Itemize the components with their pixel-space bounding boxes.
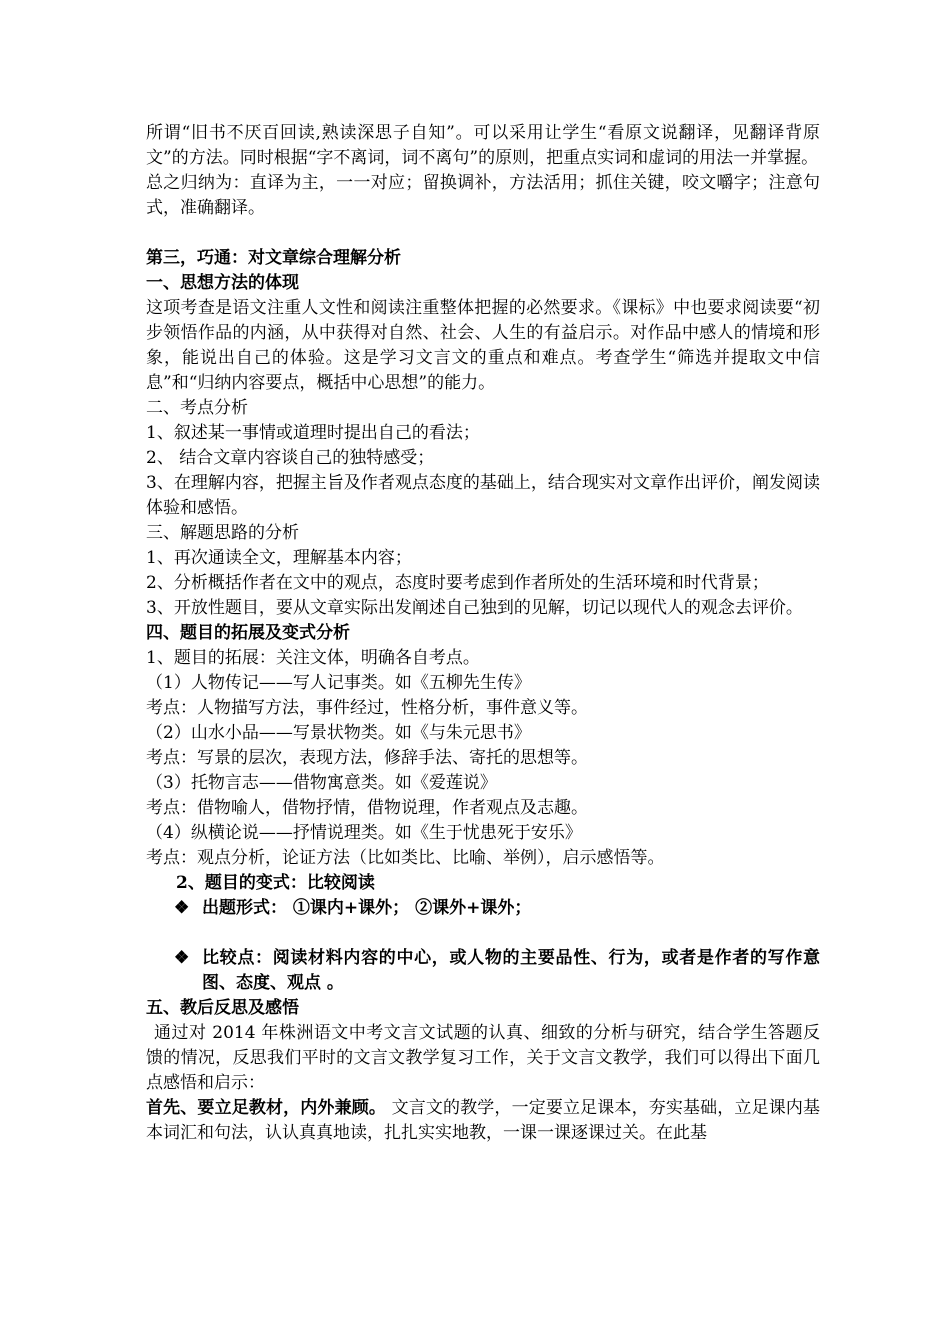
list-item: （4）纵横论说——抒情说理类。如《生于忧患死于安乐》 — [146, 823, 582, 843]
list-item: 考点：人物描写方法，事件经过，性格分析，事件意义等。 — [146, 698, 588, 718]
subheading-solving-ideas: 三、解题思路的分析 — [146, 523, 299, 543]
blank-line — [146, 921, 820, 946]
list-item: （3）托物言志——借物寓意类。如《爱莲说》 — [146, 773, 497, 793]
section-heading-3: 第三，巧通：对文章综合理解分析 — [146, 248, 401, 268]
list-item: 2、分析概括作者在文中的观点，态度时要考虑到作者所处的生活环境和时代背景； — [146, 573, 769, 593]
list-item: （1）人物传记——写人记事类。如《五柳先生传》 — [146, 673, 531, 693]
section-heading-4: 四、题目的拓展及变式分析 — [146, 623, 350, 643]
paragraph-translation-method: 所谓“旧书不厌百回读,熟读深思子自知”。可以采用让学生“看原文说翻译，见翻译背原文”的方法。同时根据“字不离词，词不离句”的原则，把重点实词和虚词的用法一并掌握。 — [146, 123, 820, 168]
list-item: 2、 结合文章内容谈自己的独特感受； — [146, 448, 435, 468]
paragraph-body: 文言文的教学，一定要立足课本，夯实基础，立足课内基本词汇和句法，认认真真地读，扎扎实实地教，一课一课逐课过关。在此基 — [146, 1098, 821, 1143]
bullet-text: 比较点：阅读材料内容的中心，或人物的主要品性、行为，或者是作者的写作意图、态度、观点 。 — [202, 948, 820, 993]
diamond-bullet-icon: ❖ — [174, 898, 190, 918]
subheading-variants: 2、题目的变式：比较阅读 — [176, 873, 375, 893]
paragraph-thinking-method: 这项考查是语文注重人文性和阅读注重整体把握的必然要求。《课标》中也要求阅读要“初步领悟作品的内涵，从中获得对自然、社会、人生的有益启示。对作品中感人的情境和形象，能说出自己的体验。这是学习文言文的重点和难点。考查学生“筛选并提取文中信息”和“归纳内容要点，概括中心思想”的能力。 — [146, 298, 820, 393]
list-item: 1、叙述某一事情或道理时提出自己的看法； — [146, 423, 480, 443]
subheading-exam-points: 二、考点分析 — [146, 398, 248, 418]
list-item: 1、题目的拓展：关注文体，明确各自考点。 — [146, 648, 480, 668]
list-item: 考点：借物喻人，借物抒情，借物说理，作者观点及志趣。 — [146, 798, 588, 818]
run-in-heading: 首先、要立足教材，内外兼顾。 — [146, 1098, 387, 1118]
bullet-item-question-form — [146, 896, 820, 921]
paragraph-reflection: 通过对 2014 年株洲语文中考文言文试题的认真、细致的分析与研究，结合学生答题反馈的情况，反思我们平时的文言文教学复习工作，关于文言文教学，我们可以得出下面几点感悟和启示： — [146, 1023, 820, 1093]
diamond-bullet-icon: ❖ — [174, 948, 190, 968]
list-item: 3、在理解内容，把握主旨及作者观点态度的基础上，结合现实对文章作出评价，阐发阅读体验和感悟。 — [146, 473, 820, 518]
list-item: 考点：写景的层次，表现方法，修辞手法、寄托的思想等。 — [146, 748, 588, 768]
paragraph-summary: 总之归纳为：直译为主，一一对应；留换调补，方法活用；抓住关键，咬文嚼字；注意句式，准确翻译。 — [146, 173, 820, 218]
subheading-thinking-method: 一、思想方法的体现 — [146, 273, 299, 293]
list-item: 考点：观点分析，论证方法（比如类比、比喻、举例），启示感悟等。 — [146, 848, 665, 868]
bullet-item-comparison — [146, 946, 820, 996]
bullet-text: 出题形式： ①课内+课外； ②课外+课外； — [202, 898, 532, 918]
list-item: 1、再次通读全文，理解基本内容； — [146, 548, 412, 568]
blank-line — [146, 221, 820, 246]
paragraph-first-point — [146, 1096, 820, 1146]
list-item: （2）山水小品——写景状物类。如《与朱元思书》 — [146, 723, 531, 743]
section-heading-5: 五、教后反思及感悟 — [146, 998, 299, 1018]
list-item: 3、开放性题目，要从文章实际出发阐述自己独到的见解，切记以现代人的观念去评价。 — [146, 598, 803, 618]
